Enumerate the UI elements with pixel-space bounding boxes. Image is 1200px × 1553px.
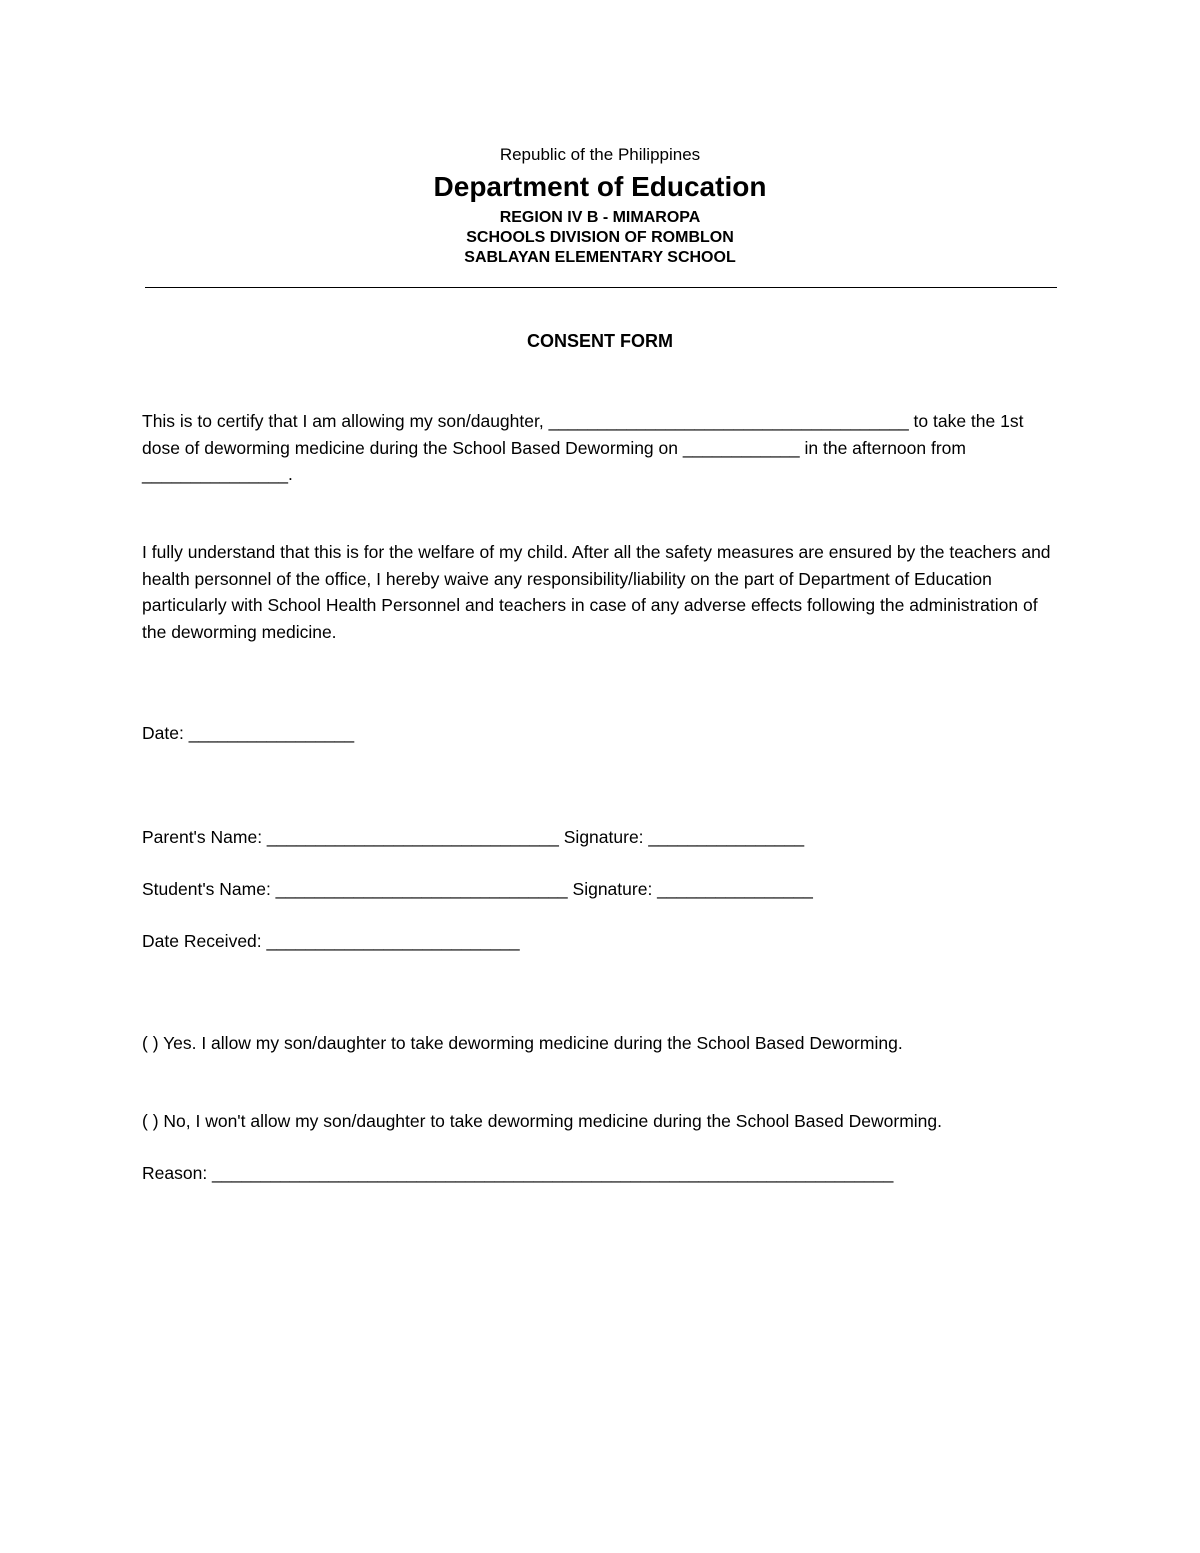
parent-name-signature-field[interactable]: Parent's Name: ______________________________ Signature: ________________ (142, 827, 805, 847)
region-heading: REGION IV B - MIMAROPA (499, 209, 701, 226)
reason-field[interactable]: Reason: ______________________________________________________________________ (142, 1163, 894, 1183)
certification-paragraph: This is to certify that I am allowing my son/daughter, _____________________________________ to take the 1st dose of deworming medicine during the School Based Deworming on ____________ in the afternoon from _______________. (142, 411, 1024, 484)
division-heading: SCHOOLS DIVISION OF ROMBLON (466, 229, 734, 246)
date-field[interactable]: Date: _________________ (142, 723, 355, 743)
yes-option[interactable]: ( ) Yes. I allow my son/daughter to take deworming medicine during the School Based Deworming. (142, 1033, 903, 1053)
no-option[interactable]: ( ) No, I won't allow my son/daughter to take deworming medicine during the School Based Deworming. (142, 1111, 942, 1131)
department-heading: Department of Education (433, 171, 767, 202)
date-received-field[interactable]: Date Received: __________________________ (142, 931, 520, 951)
header-divider (145, 287, 1057, 288)
form-title: CONSENT FORM (527, 331, 673, 351)
school-heading: SABLAYAN ELEMENTARY SCHOOL (464, 249, 736, 266)
republic-heading: Republic of the Philippines (499, 145, 701, 164)
waiver-paragraph: I fully understand that this is for the welfare of my child. After all the safety measures are ensured by the teachers and health personnel of the office, I hereby waive any responsibility/liability on the part of Department of Education particularly with School Health Personnel and teachers in case of any adverse effects following the administration of the deworming medicine. (142, 542, 1051, 642)
student-name-signature-field[interactable]: Student's Name: ______________________________ Signature: ________________ (142, 879, 813, 899)
